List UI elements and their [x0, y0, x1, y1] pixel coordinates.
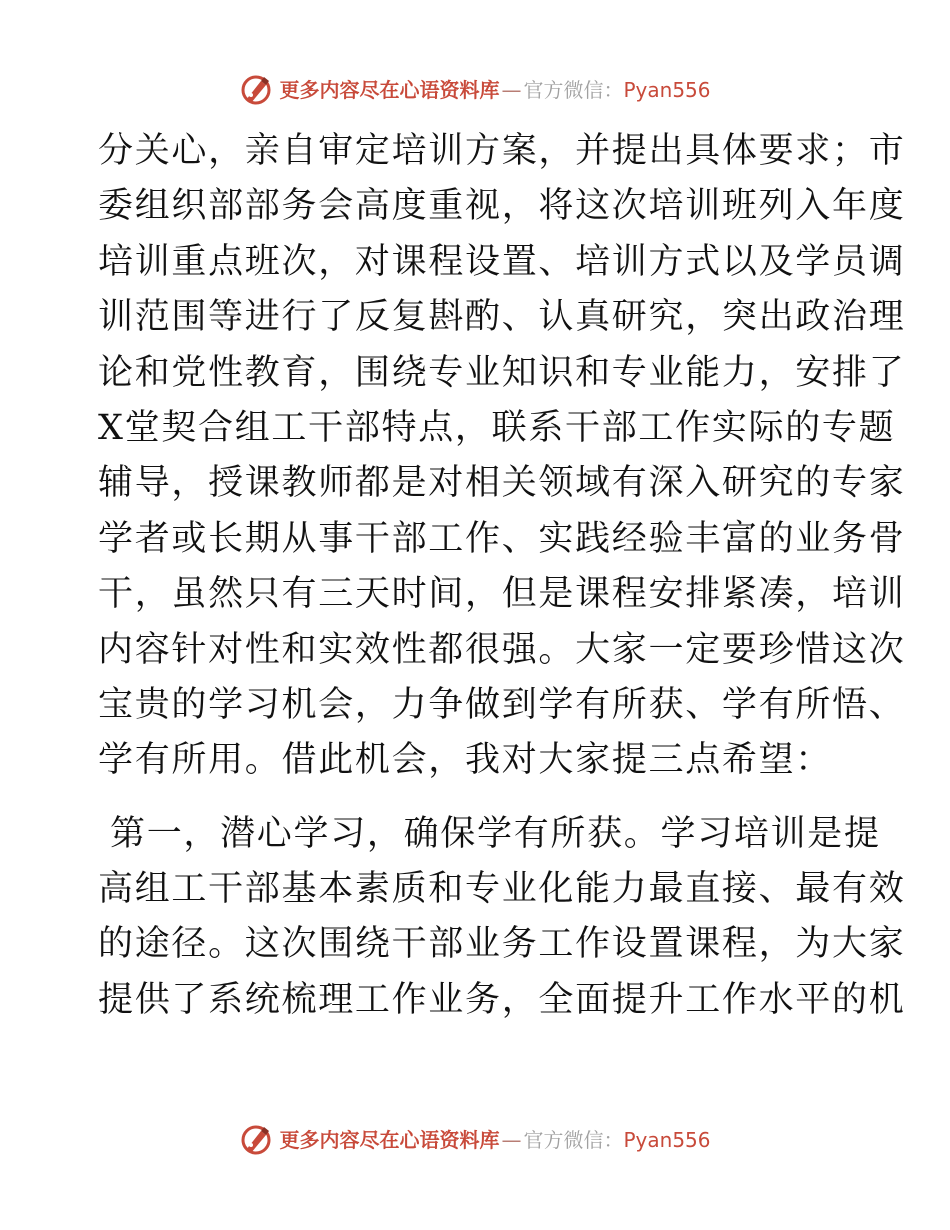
text-line: 的途径。这次围绕干部业务工作设置课程，为大家: [98, 924, 906, 965]
text-line: X堂契合组工干部特点，联系干部工作实际的专题: [98, 407, 896, 448]
footer-banner-text: [279, 1118, 710, 1162]
text-line: 委组织部部务会高度重视，将这次培训班列入年度: [98, 186, 906, 227]
footer-wechat-id: Pyan556: [623, 1128, 711, 1152]
text-line: 训范围等进行了反复斟酌、认真研究，突出政治理: [98, 297, 906, 338]
text-line: 干，虽然只有三天时间，但是课程安排紧凑，培训: [98, 574, 906, 615]
paragraph-2: [98, 807, 906, 1029]
pen-logo-icon: [239, 1123, 273, 1157]
text-line: 论和党性教育，围绕专业知识和专业能力，安排了: [98, 352, 906, 393]
pen-logo-icon: [239, 73, 273, 107]
footer-main-text: 更多内容尽在心语资料库: [279, 1128, 500, 1152]
footer-separator: —: [501, 1128, 522, 1152]
text-line: 第一，潜心学习，确保学有所获。学习培训是提: [110, 813, 881, 854]
header-wechat-label: 官方微信：: [523, 78, 624, 102]
text-line: 培训重点班次，对课程设置、培训方式以及学员调: [98, 241, 906, 282]
text-line: 宝贵的学习机会，力争做到学有所获、学有所悟、: [98, 684, 906, 725]
footer-banner: [0, 1118, 950, 1162]
text-line: 分关心，亲自审定培训方案，并提出具体要求；市: [98, 131, 906, 171]
text-line: 提供了系统梳理工作业务，全面提升工作水平的机: [98, 979, 906, 1020]
document-body: [98, 124, 906, 1028]
header-main-text: 更多内容尽在心语资料库: [279, 78, 500, 102]
header-banner-text: [279, 68, 710, 112]
text-line: 学者或长期从事干部工作、实践经验丰富的业务骨: [98, 518, 906, 559]
header-separator: —: [501, 78, 522, 102]
text-line: 内容针对性和实效性都很强。大家一定要珍惜这次: [98, 629, 906, 670]
paragraph-1: [98, 124, 906, 789]
text-line: 学有所用。借此机会，我对大家提三点希望：: [98, 740, 833, 781]
header-banner: [0, 68, 950, 112]
text-line: 辅导，授课教师都是对相关领域有深入研究的专家: [98, 463, 906, 504]
header-wechat-id: Pyan556: [623, 78, 711, 102]
footer-wechat-label: 官方微信：: [523, 1128, 624, 1152]
text-line: 高组工干部基本素质和专业化能力最直接、最有效: [98, 869, 906, 910]
